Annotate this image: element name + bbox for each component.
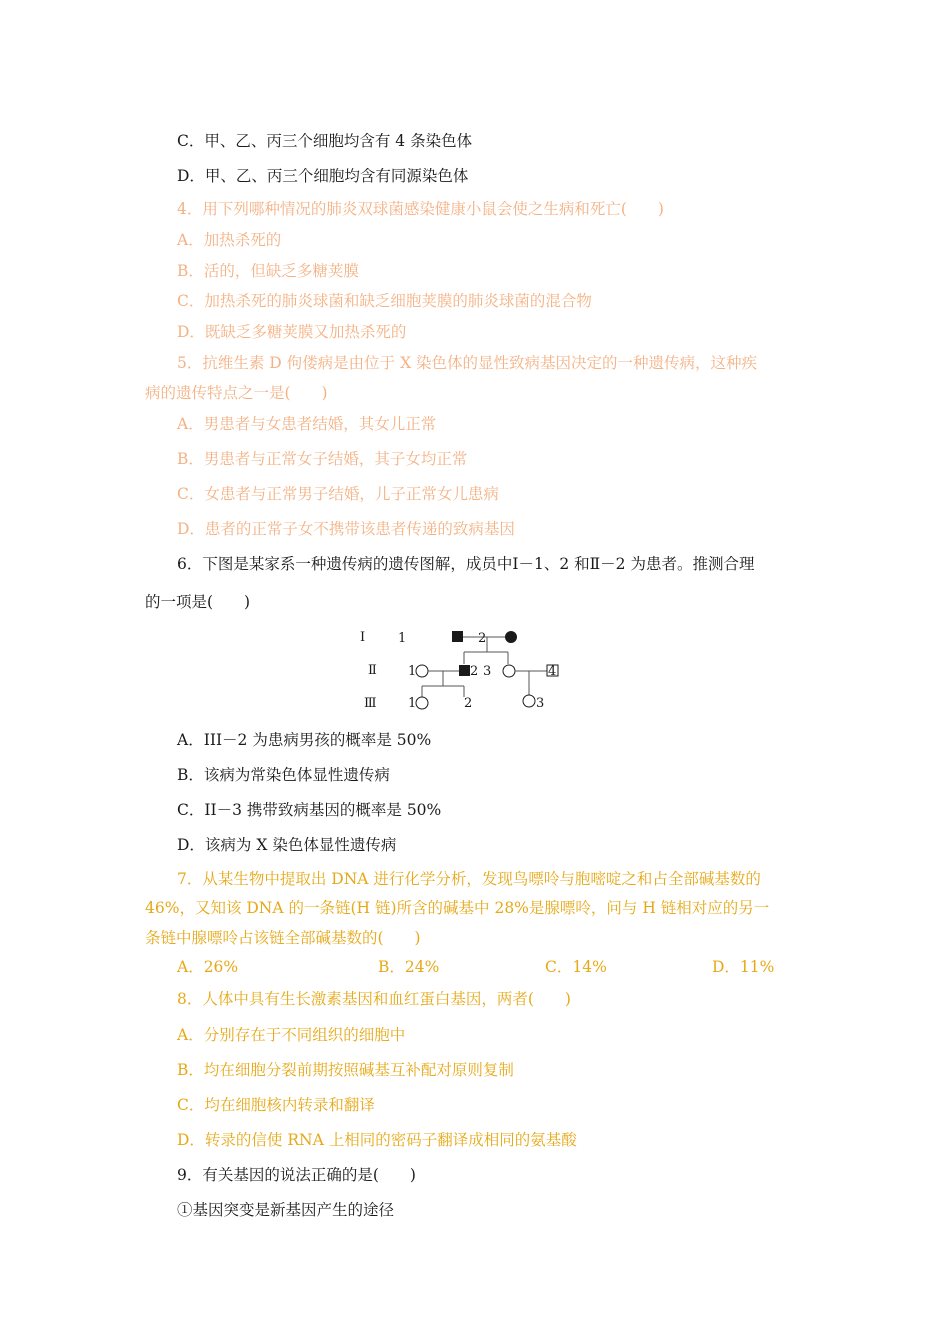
g2-member-3-label: 3 — [483, 664, 492, 679]
q8-option-c: C．均在细胞核内转录和翻译 — [177, 1096, 375, 1114]
q7-stem-line2: 46%，又知该 DNA 的一条链(H 链)所含的碱基中 28%是腺嘌呤，问与 H 链相对应的另一 — [145, 899, 770, 917]
pedigree-diagram — [340, 620, 580, 720]
q3-option-d: D．甲、乙、丙三个细胞均含有同源染色体 — [177, 167, 469, 185]
q7-stem-line1: 7．从某生物中提取出 DNA 进行化学分析，发现鸟嘌呤与胞嘧啶之和占全部碱基数的 — [177, 870, 761, 888]
g2-affected-male — [459, 665, 470, 676]
q3-option-c: C．甲、乙、丙三个细胞均含有 4 条染色体 — [177, 132, 473, 150]
g1-affected-female — [505, 631, 517, 643]
q7-stem-line3: 条链中腺嘌呤占该链全部碱基数的( ) — [145, 929, 421, 947]
q4-option-a: A．加热杀死的 — [177, 231, 282, 249]
g2-normal-female — [416, 665, 428, 677]
q6-option-a: A．III－2 为患病男孩的概率是 50% — [177, 731, 432, 749]
g2-member-2-label: 2 — [470, 664, 479, 679]
g3-member-3-label: 3 — [536, 696, 545, 711]
q6-stem-line2: 的一项是( ) — [145, 593, 251, 611]
gen-label-3: Ⅲ — [364, 696, 377, 711]
g1-member-1-label: 1 — [398, 631, 407, 646]
g2-member-1-label: 1 — [408, 664, 417, 679]
g1-member-2-label: 2 — [478, 631, 487, 646]
g3-member-1-label: 1 — [408, 696, 417, 711]
q5-option-a: A．男患者与女患者结婚，其女儿正常 — [177, 415, 437, 433]
gen-label-2: Ⅱ — [368, 663, 377, 678]
g2-normal-female-3 — [503, 665, 515, 677]
q7-option-a: A．26% — [177, 958, 239, 976]
q8-option-d: D．转录的信使 RNA 上相同的密码子翻译成相同的氨基酸 — [177, 1131, 577, 1149]
q4-option-d: D．既缺乏多糖荚膜又加热杀死的 — [177, 323, 407, 341]
g3-normal-female-3 — [523, 695, 535, 707]
q6-stem-line1: 6．下图是某家系一种遗传病的遗传图解，成员中Ⅰ－1、2 和Ⅱ－2 为患者。推测合理 — [177, 555, 755, 573]
q7-option-c: C．14% — [545, 958, 607, 976]
q8-stem: 8．人体中具有生长激素基因和血红蛋白基因，两者( ) — [177, 990, 571, 1008]
q5-option-c: C．女患者与正常男子结婚，儿子正常女儿患病 — [177, 485, 499, 503]
q7-option-b: B．24% — [378, 958, 440, 976]
g3-member-2-label: 2 — [464, 696, 473, 711]
q8-option-b: B．均在细胞分裂前期按照碱基互补配对原则复制 — [177, 1061, 514, 1079]
g3-normal-female-1 — [416, 697, 428, 709]
q6-option-c: C．II－3 携带致病基因的概率是 50% — [177, 801, 442, 819]
q9-stem: 9．有关基因的说法正确的是( ) — [177, 1166, 416, 1184]
q5-option-d: D．患者的正常子女不携带该患者传递的致病基因 — [177, 520, 515, 538]
q6-option-d: D．该病为 X 染色体显性遗传病 — [177, 836, 397, 854]
q5-option-b: B．男患者与正常女子结婚，其子女均正常 — [177, 450, 468, 468]
g2-member-4-label: 4 — [548, 664, 557, 679]
q4-option-c: C．加热杀死的肺炎球菌和缺乏细胞荚膜的肺炎球菌的混合物 — [177, 292, 592, 310]
q5-stem-line1: 5．抗维生素 D 佝偻病是由位于 X 染色体的显性致病基因决定的一种遗传病，这种疾 — [177, 354, 758, 372]
q6-option-b: B．该病为常染色体显性遗传病 — [177, 766, 390, 784]
gen-label-1: Ⅰ — [360, 630, 366, 645]
q8-option-a: A．分别存在于不同组织的细胞中 — [177, 1026, 406, 1044]
q9-statement-1: ①基因突变是新基因产生的途径 — [177, 1201, 395, 1219]
q7-option-d: D．11% — [712, 958, 775, 976]
q5-stem-line2: 病的遗传特点之一是( ) — [145, 384, 328, 402]
q4-stem: 4．用下列哪种情况的肺炎双球菌感染健康小鼠会使之生病和死亡( ) — [177, 200, 664, 218]
g1-affected-male — [452, 631, 463, 642]
q4-option-b: B．活的，但缺乏多糖荚膜 — [177, 262, 359, 280]
